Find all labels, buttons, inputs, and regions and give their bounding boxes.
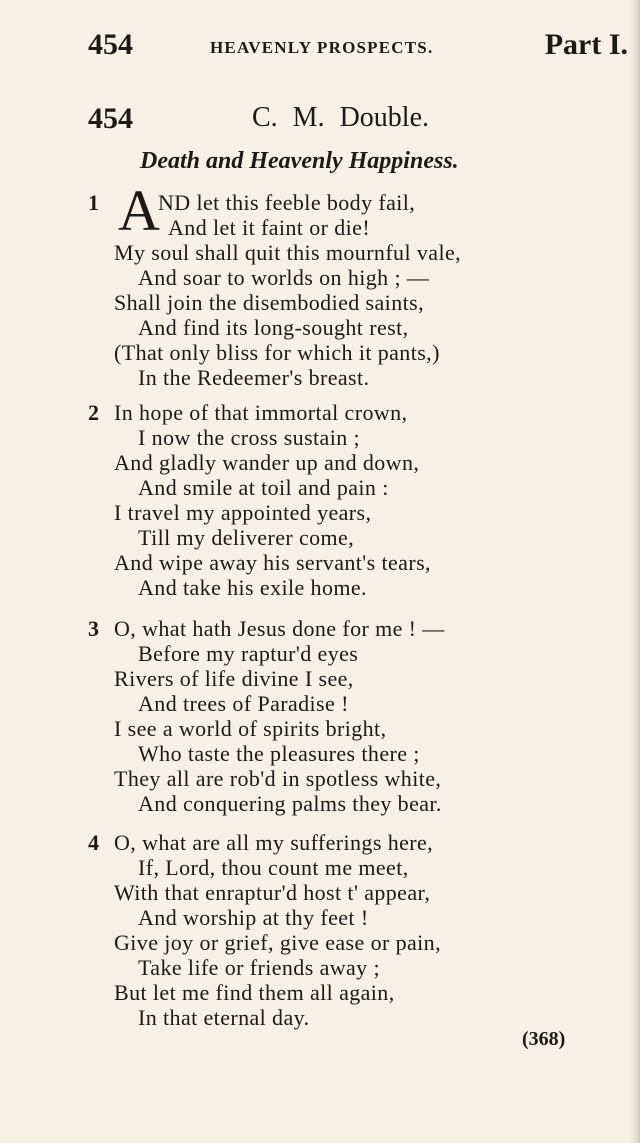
verse-line: Shall join the disembodied saints, — [114, 290, 424, 315]
verse-line: In the Redeemer's breast. — [138, 365, 370, 390]
verse-line: Who taste the pleasures there ; — [138, 741, 420, 766]
verse-line: Before my raptur'd eyes — [138, 641, 359, 666]
verse-line: I see a world of spirits bright, — [114, 716, 387, 741]
verse-line: And find its long-sought rest, — [138, 315, 409, 340]
verse-line: Take life or friends away ; — [138, 955, 380, 980]
verse-line: O, what hath Jesus done for me ! — — [114, 616, 445, 641]
running-head-page-number: 454 — [88, 28, 133, 61]
verse-line: Till my deliverer come, — [138, 525, 355, 550]
stanza-number: 4 — [88, 830, 99, 855]
verse-line: (That only bliss for which it pants,) — [114, 340, 440, 365]
verse-line: Give joy or grief, give ease or pain, — [114, 930, 441, 955]
verse-line: In hope of that immortal crown, — [114, 400, 408, 425]
verse-line: And take his exile home. — [138, 575, 367, 600]
running-head-title: HEAVENLY PROSPECTS. — [210, 38, 434, 57]
verse-line: I travel my appointed years, — [114, 500, 372, 525]
page-edge-shadow — [630, 0, 640, 1143]
verse-line: Rivers of life divine I see, — [114, 666, 354, 691]
hymn-meter: C. M. Double. — [252, 102, 429, 133]
verse-line: And conquering palms they bear. — [138, 791, 442, 816]
verse-line: ND let this feeble body fail, — [158, 190, 416, 215]
stanza-number: 2 — [88, 400, 99, 425]
verse-line: In that eternal day. — [138, 1005, 310, 1030]
verse-line: If, Lord, thou count me meet, — [138, 855, 409, 880]
verse-line: They all are rob'd in spotless white, — [114, 766, 442, 791]
running-head-part: Part I. — [544, 28, 628, 61]
verse-line: I now the cross sustain ; — [138, 425, 361, 450]
verse-line: And gladly wander up and down, — [114, 450, 420, 475]
verse-line: And worship at thy feet ! — [138, 905, 369, 930]
hymn-number: 454 — [88, 102, 133, 135]
hymn-title: Death and Heavenly Happiness. — [140, 148, 459, 174]
folio-number: (368) — [522, 1028, 566, 1050]
verse-line: And smile at toil and pain : — [138, 475, 389, 500]
verse-line: O, what are all my sufferings here, — [114, 830, 434, 855]
verse-line: And let it faint or die! — [168, 215, 371, 240]
verse-line: And soar to worlds on high ; — — [138, 265, 430, 290]
stanza-number: 3 — [88, 616, 99, 641]
verse-line: And wipe away his servant's tears, — [114, 550, 431, 575]
verse-line: And trees of Paradise ! — [138, 691, 349, 716]
verse-line: But let me find them all again, — [114, 980, 395, 1005]
verse-line: My soul shall quit this mournful vale, — [114, 240, 462, 265]
verse-line: With that enraptur'd host t' appear, — [114, 880, 431, 905]
running-head — [88, 28, 628, 68]
stanza-number: 1 — [88, 190, 99, 215]
drop-cap: A — [118, 178, 160, 243]
